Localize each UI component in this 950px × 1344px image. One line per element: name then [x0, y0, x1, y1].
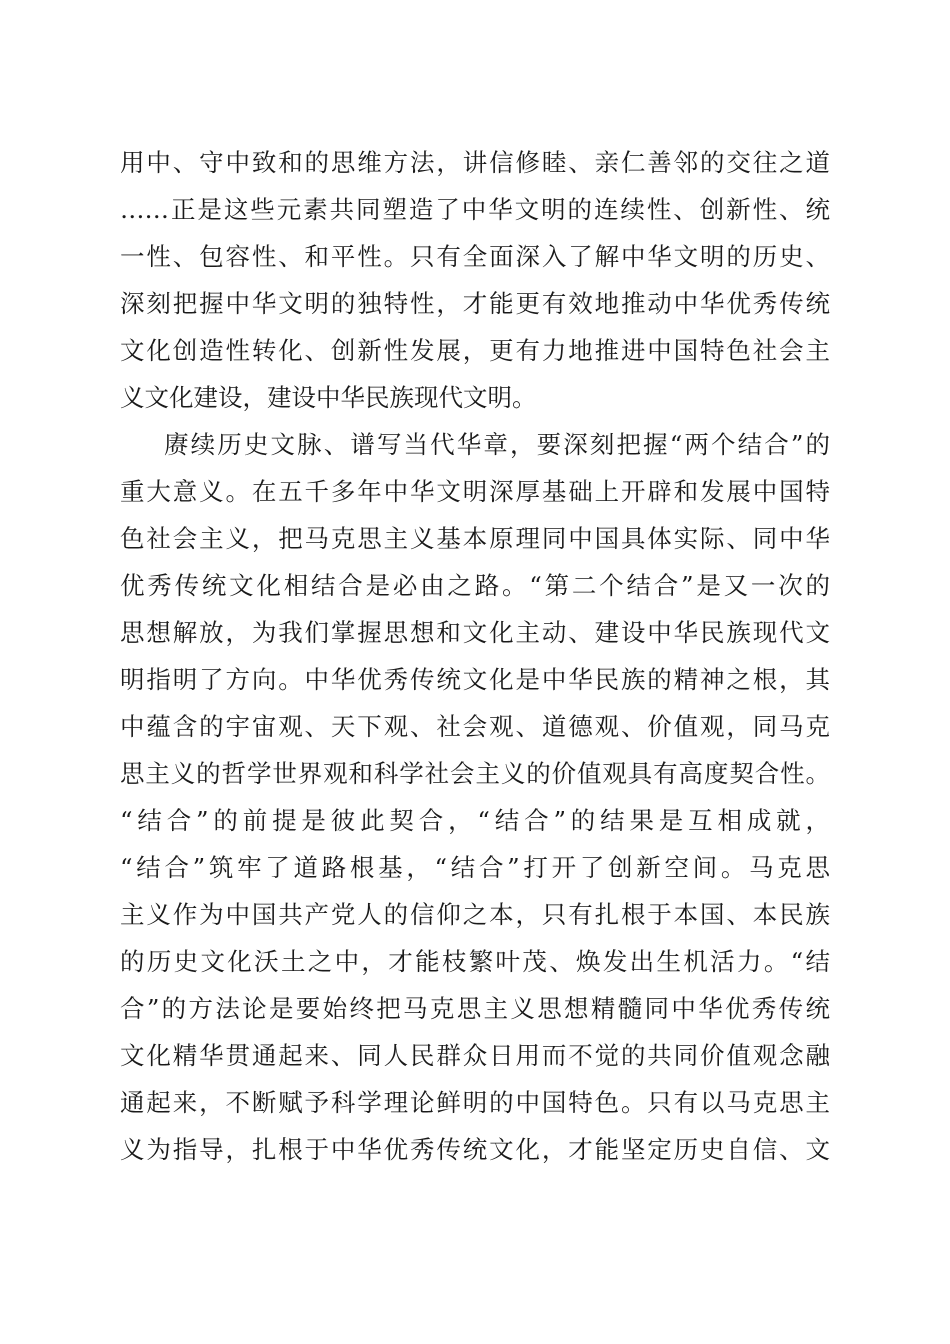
text-line: 义文化建设，建设中华民族现代文明。 — [120, 383, 537, 412]
text-line: “结合”筑牢了道路根基，“结合”打开了创新空间。马克思 — [120, 853, 830, 882]
text-line: 思主义的哲学世界观和科学社会主义的价值观具有高度契合性。 — [120, 759, 830, 788]
text-line: 文化创造性转化、创新性发展，更有力地推进中国特色社会主 — [120, 336, 830, 365]
text-line: 用中、守中致和的思维方法，讲信修睦、亲仁善邻的交往之道 — [120, 148, 830, 177]
text-line: 的历史文化沃土之中，才能枝繁叶茂、焕发出生机活力。“结 — [120, 947, 830, 976]
text-line: 义为指导，扎根于中华优秀传统文化，才能坚定历史自信、文 — [120, 1135, 830, 1164]
text-line: 中蕴含的宇宙观、天下观、社会观、道德观、价值观，同马克 — [120, 712, 830, 741]
text-line: 重大意义。在五千多年中华文明深厚基础上开辟和发展中国特 — [120, 477, 830, 506]
text-line: 深刻把握中华文明的独特性，才能更有效地推动中华优秀传统 — [120, 289, 830, 318]
text-line: 主义作为中国共产党人的信仰之本，只有扎根于本国、本民族 — [120, 900, 830, 929]
text-line: 明指明了方向。中华优秀传统文化是中华民族的精神之根，其 — [120, 665, 830, 694]
text-line: 一性、包容性、和平性。只有全面深入了解中华文明的历史、 — [120, 242, 830, 271]
paragraph-first-line: 赓续历史文脉、谱写当代华章，要深刻把握“两个结合”的 — [164, 430, 830, 459]
text-line: 合”的方法论是要始终把马克思主义思想精髓同中华优秀传统 — [120, 994, 830, 1023]
text-line: 思想解放，为我们掌握思想和文化主动、建设中华民族现代文 — [120, 618, 830, 647]
text-line: 通起来，不断赋予科学理论鲜明的中国特色。只有以马克思主 — [120, 1088, 830, 1117]
text-line: ……正是这些元素共同塑造了中华文明的连续性、创新性、统 — [120, 195, 830, 224]
text-line: 色社会主义，把马克思主义基本原理同中国具体实际、同中华 — [120, 524, 830, 553]
text-line: 优秀传统文化相结合是必由之路。“第二个结合”是又一次的 — [120, 571, 830, 600]
text-line: “结合”的前提是彼此契合，“结合”的结果是互相成就， — [120, 806, 830, 835]
text-line: 文化精华贯通起来、同人民群众日用而不觉的共同价值观念融 — [120, 1041, 830, 1070]
